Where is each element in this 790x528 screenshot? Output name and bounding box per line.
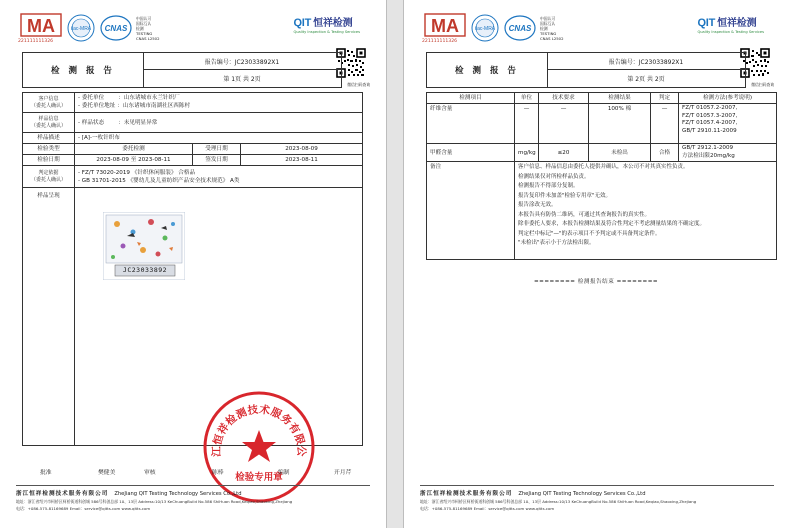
cnas-caption: 中国认可 国际互认 检测 TESTING CNAS L2502 [540,16,564,41]
remarks-label: 备注 [427,162,515,260]
report-end-marker: ======== 检测报告结束 ======== [534,279,659,285]
ilac-mra-logo [66,13,96,45]
cnas-logo [503,13,537,45]
report-title-box [22,52,342,88]
company-address: 地址：浙江省绍兴市柯桥区柯桥街道科创城 586号科创总部 10、13层 Address:10/13 KeChuangBuild No.586 ShiHuan Road,Keqiao,Shaoxing,Zhejiang [420,499,697,504]
cnas-logo [99,13,133,45]
table-row [23,155,363,166]
svg-text:检验专用章: 检验专用章 [235,472,283,483]
col-header-requirement: 技术要求 [539,93,589,104]
col-header-method: 检测方法(参考说明) [679,93,777,104]
received-date-label: 受理日期 [193,144,241,155]
sample-photo-label: 样品呈现 [23,188,75,446]
company-name-cn: 浙江恒祥检测技术服务有限公司 [420,491,513,497]
page-gutter [386,0,404,528]
svg-text:MA: MA [27,16,55,36]
table-row [23,113,363,133]
table-row [427,144,777,162]
row-method: GB/T 2912.1-2009 方法检出限20mg/kg [679,144,777,162]
sample-photo [103,212,185,280]
report-page-1 [0,0,386,528]
approver-name: 樊健美 [98,470,116,476]
svg-text:ilac-MRA: ilac-MRA [474,26,496,32]
remarks-row [427,162,777,260]
test-date-value: 2023-08-09 至 2023-08-11 [75,155,193,166]
reviewer-name: 陈棒 [212,470,224,476]
editor-name: 开月芹 [334,470,352,476]
judgement-standard-2: - GB 31701-2015 《婴幼儿及儿童纺织产品安全技术规范》 A类 [78,177,240,184]
company-name-cn: 浙江恒祥检测技术服务有限公司 [16,491,109,497]
company-name-en: ZheJiang QIT Testing Technology Services Co.,Ltd [114,491,242,497]
test-type-label: 检验类型 [23,144,75,155]
svg-text:CNAS: CNAS [104,24,128,33]
report-number: 报告编号：JC23033892X1 [143,53,341,70]
row-unit: mg/kg [515,144,539,162]
col-header-unit: 单位 [515,93,539,104]
company-contact: 电话：+086-575-81169689 Email：service@qitts.com www.qitts.com [16,506,151,511]
table-row [23,93,363,113]
table-header-row [427,93,777,104]
row-requirement: ≤20 [539,144,589,162]
client-unit-label: - 委托单位 [78,95,105,101]
company-name-en: ZheJiang QIT Testing Technology Services Co.,Ltd [518,491,646,497]
row-judgement: — [651,104,679,144]
test-type-value: 委托检测 [75,144,193,155]
svg-text:MA: MA [431,16,459,36]
company-contact: 电话：+086-575-81169689 Email：service@qitts.com www.qitts.com [420,506,555,511]
report-footer [420,485,780,512]
sample-state-value: ：未见明显异常 [118,119,158,126]
signature-row [22,465,362,479]
table-row [427,104,777,144]
row-result: 未检出 [589,144,651,162]
row-method: FZ/T 01057.2-2007, FZ/T 01057.3-2007, FZ/T 01057.4-2007, GB/T 2910.11-2009 [679,104,777,144]
qr-caption: 微信扫码查询 [751,82,774,87]
remarks-list [515,162,777,260]
page-indicator: 第 2页 共 2页 [627,76,665,83]
sample-desc-label: 样品描述 [23,133,75,144]
judgement-label: 判定依据 （委托人确认） [23,166,75,188]
remark-line: 除非委托人要求，本报告检测结果及符合性判定不考虑测量结果的不确定度。 [518,221,706,228]
table-row [23,166,363,188]
remark-line: 检测报告不得部分复制。 [518,183,579,190]
report-title: 检 测 报 告 [23,53,144,87]
test-results-table [426,92,777,260]
remark-line: 判定栏中标记"—"的表示项目不予判定或不具备判定条件。 [518,230,661,237]
remark-line: 检测结果仅对所检样品负责。 [518,173,590,180]
table-row [23,133,363,144]
issue-date-value: 2023-08-11 [241,155,363,166]
remark-line: 客户信息、样品信息由委托人提供并确认，本公司不对其真实性负责。 [518,164,689,171]
remark-line: 报告复印件未加盖"检验专用章"无效。 [518,192,612,199]
report-title: 检 测 报 告 [427,53,548,87]
report-title-box [426,52,746,88]
sample-info-label: 样品信息 （委托人确认） [23,113,75,133]
table-row [23,144,363,155]
sample-state-label: - 样品状态 [78,119,105,126]
sample-tag-label: JC23033892 [122,266,168,274]
qr-caption: 微信扫码查询 [347,82,370,87]
col-header-item: 检测项目 [427,93,515,104]
reviewer-label: 审核 [144,470,156,476]
row-requirement: — [539,104,589,144]
remark-line: "未检出"表示小于方法检出限。 [518,240,595,247]
client-address-value: ：山东诸城市南湖社区西陈村 [117,102,191,109]
row-item: 纤维含量 [427,104,515,144]
ma-number: 221111111326 [18,39,54,44]
page-indicator: 第 1页 共 2页 [223,76,261,83]
report-page-2 [404,0,790,528]
received-date-value: 2023-08-09 [241,144,363,155]
row-unit: — [515,104,539,144]
col-header-judgement: 判定 [651,93,679,104]
test-date-label: 检验日期 [23,155,75,166]
row-judgement: 合格 [651,144,679,162]
svg-text:ilac-MRA: ilac-MRA [70,26,92,32]
report-footer [16,485,376,512]
judgement-standard-1: - FZ/T 73020-2019 《针织休闲服装》 合格品 [78,169,196,176]
qit-brand-logo: QIT 恒祥检测 Quality Inspection & Testing Services [697,17,764,34]
row-result: 100% 棉 [589,104,651,144]
remark-line: 本报告具有防伪二维码，可通过其查询报告的真实性。 [518,211,651,218]
issue-date-label: 签发日期 [193,155,241,166]
client-info-label: 客户信息 （委托人确认） [23,93,75,113]
qit-brand-logo: QIT 恒祥检测 Quality Inspection & Testing Services [293,17,360,34]
ma-number: 221111111326 [422,39,458,44]
client-unit-value: ：山东诸城市永兰针织厂 [118,95,180,101]
report-number: 报告编号：JC23033892X1 [547,53,745,70]
svg-text:浙江恒祥检测技术服务有限公司: 江恒祥检测技术服务有限公 [210,403,308,457]
editor-label: 编制 [278,470,290,476]
company-address: 地址：浙江省绍兴市柯桥区柯桥街道科创城 586号科创总部 10、13层 Address:10/13 KeChuangBuild No.586 ShiHuan Road,Keqiao,Shaoxing,Zhejiang [16,499,293,504]
col-header-result: 检测结果 [589,93,651,104]
approver-label: 批准 [40,470,52,476]
sample-desc-value: - [A]-一枚针织布 [75,133,363,144]
svg-text:CNAS: CNAS [508,24,532,33]
ilac-mra-logo [470,13,500,45]
cnas-caption: 中国认可 国际互认 检测 TESTING CNAS L2502 [136,16,160,41]
remark-line: 报告涂改无效。 [518,202,557,209]
row-item: 甲醛含量 [427,144,515,162]
client-address-label: - 委托单位地址 [78,102,116,109]
